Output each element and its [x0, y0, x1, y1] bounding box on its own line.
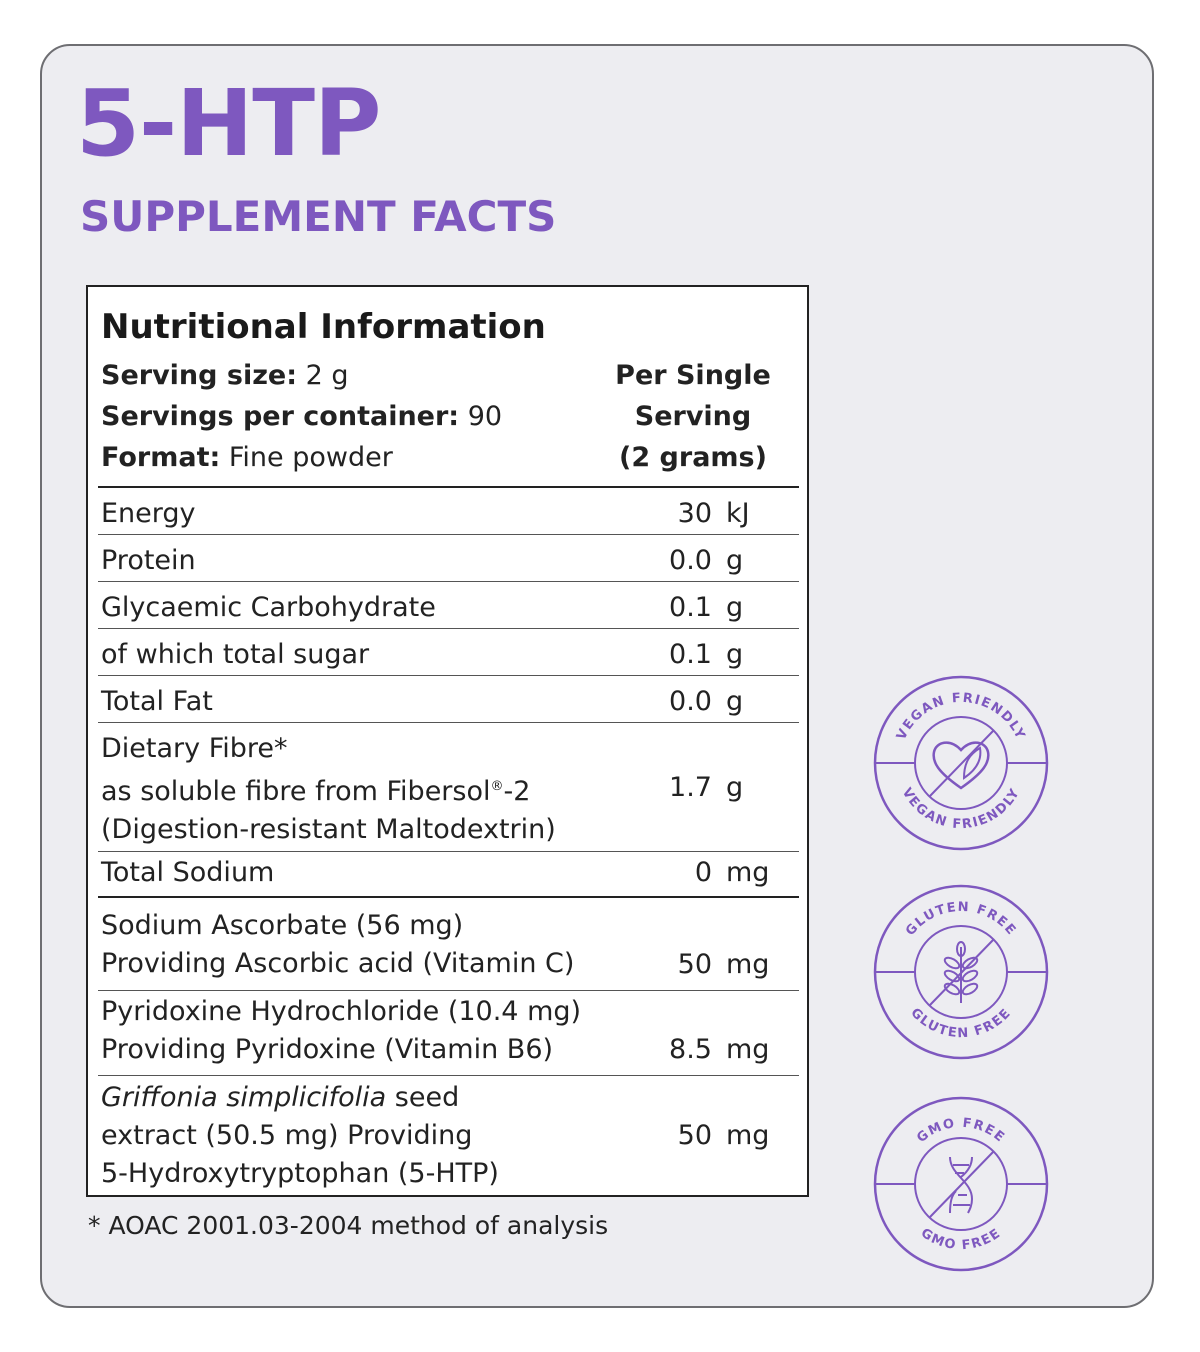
row-name: Energy	[101, 498, 196, 529]
row-name: Total Sodium	[101, 857, 275, 888]
row-unit: mg	[726, 1120, 770, 1151]
row-name-line: Dietary Fibre*	[101, 733, 288, 764]
badge-label: GMO FREE	[914, 1115, 1008, 1147]
gluten-badge-graphic	[872, 883, 1050, 1061]
row-name	[101, 730, 556, 849]
per-serving-header	[593, 355, 793, 478]
row-name	[101, 907, 574, 983]
row-name-line: Pyridoxine Hydrochloride (10.4 mg)	[101, 996, 582, 1027]
serving-size-label: Serving size:	[101, 360, 298, 391]
table-row	[98, 535, 799, 582]
gmo-free-badge	[872, 1095, 1050, 1273]
row-name-line: Providing Ascorbic acid (Vitamin C)	[101, 948, 575, 979]
row-name: Total Fat	[101, 686, 213, 717]
badge-label: VEGAN FRIENDLY	[898, 785, 1024, 833]
row-name-text: as soluble fibre from Fibersol	[101, 776, 491, 807]
row-name-line: 5-Hydroxytryptophan (5-HTP)	[101, 1158, 499, 1189]
row-name-line: extract (50.5 mg) Providing	[101, 1120, 473, 1151]
format-value: Fine powder	[220, 442, 393, 473]
footnote: * AOAC 2001.03-2004 method of analysis	[88, 1211, 609, 1240]
gluten-free-badge	[872, 883, 1050, 1061]
row-unit: g	[726, 772, 744, 803]
vegan-friendly-badge	[872, 674, 1050, 852]
servings-value: 90	[459, 401, 503, 432]
row-unit: g	[726, 639, 744, 670]
row-value: 1.7	[669, 772, 712, 803]
supplement-facts-heading: SUPPLEMENT FACTS	[80, 192, 557, 241]
per-serving-line: (2 grams)	[619, 442, 767, 473]
serving-size	[101, 355, 502, 396]
row-unit: mg	[726, 1034, 770, 1065]
per-serving-line: Per Single	[615, 360, 771, 391]
row-name-text: seed	[386, 1082, 460, 1113]
row-unit: g	[726, 686, 744, 717]
row-name-line: Providing Pyridoxine (Vitamin B6)	[101, 1034, 554, 1065]
registered-mark: ®	[490, 779, 504, 794]
table-row	[98, 723, 799, 852]
table-row	[98, 488, 799, 535]
row-value: 50	[677, 949, 712, 980]
row-name: Protein	[101, 545, 196, 576]
row-unit: kJ	[726, 498, 750, 529]
species-name: Griffonia simplicifolia	[101, 1082, 387, 1113]
row-value: 30	[677, 498, 712, 529]
row-name-line	[101, 768, 556, 811]
row-value: 50	[677, 1120, 712, 1151]
nutrition-panel	[86, 285, 809, 1197]
wheat-icon	[943, 942, 979, 1003]
badge-label: GLUTEN FREE	[902, 899, 1020, 939]
nutrition-panel-title: Nutritional Information	[101, 307, 546, 347]
row-name-line	[101, 1079, 499, 1117]
row-unit: g	[726, 545, 744, 576]
row-value: 0.1	[669, 639, 712, 670]
row-name: Glycaemic Carbohydrate	[101, 592, 436, 623]
row-value: 0.0	[669, 686, 712, 717]
table-row	[98, 852, 799, 898]
gmo-badge-graphic	[872, 1095, 1050, 1273]
row-name-line: (Digestion-resistant Maltodextrin)	[101, 814, 556, 845]
table-row	[98, 582, 799, 629]
row-name	[101, 1079, 499, 1193]
table-row	[98, 991, 799, 1076]
badge-label: GLUTEN FREE	[907, 1005, 1015, 1042]
product-title: 5-HTP	[76, 70, 381, 177]
row-value: 8.5	[669, 1034, 712, 1065]
servings-label: Servings per container:	[101, 401, 460, 432]
vegan-badge-graphic	[872, 674, 1050, 852]
nutrition-table	[98, 486, 799, 1194]
table-row	[98, 676, 799, 723]
row-value: 0.0	[669, 545, 712, 576]
row-unit: mg	[726, 857, 770, 888]
format-label: Format:	[101, 442, 221, 473]
row-name-text: -2	[503, 776, 531, 807]
row-value: 0	[694, 857, 712, 888]
per-serving-line: Serving	[634, 401, 752, 432]
badge-label: VEGAN FRIENDLY	[894, 690, 1028, 743]
row-unit: mg	[726, 949, 770, 980]
row-name-line: Sodium Ascorbate (56 mg)	[101, 910, 464, 941]
serving-size-value: 2 g	[297, 360, 349, 391]
table-row	[98, 629, 799, 676]
servings-per-container	[101, 396, 502, 437]
table-row	[98, 898, 799, 991]
badge-label: GMO FREE	[917, 1225, 1005, 1254]
row-name: of which total sugar	[101, 639, 370, 670]
serving-meta	[101, 355, 502, 478]
row-value: 0.1	[669, 592, 712, 623]
row-unit: g	[726, 592, 744, 623]
format	[101, 437, 502, 478]
row-name	[101, 993, 581, 1069]
table-row	[98, 1076, 799, 1194]
